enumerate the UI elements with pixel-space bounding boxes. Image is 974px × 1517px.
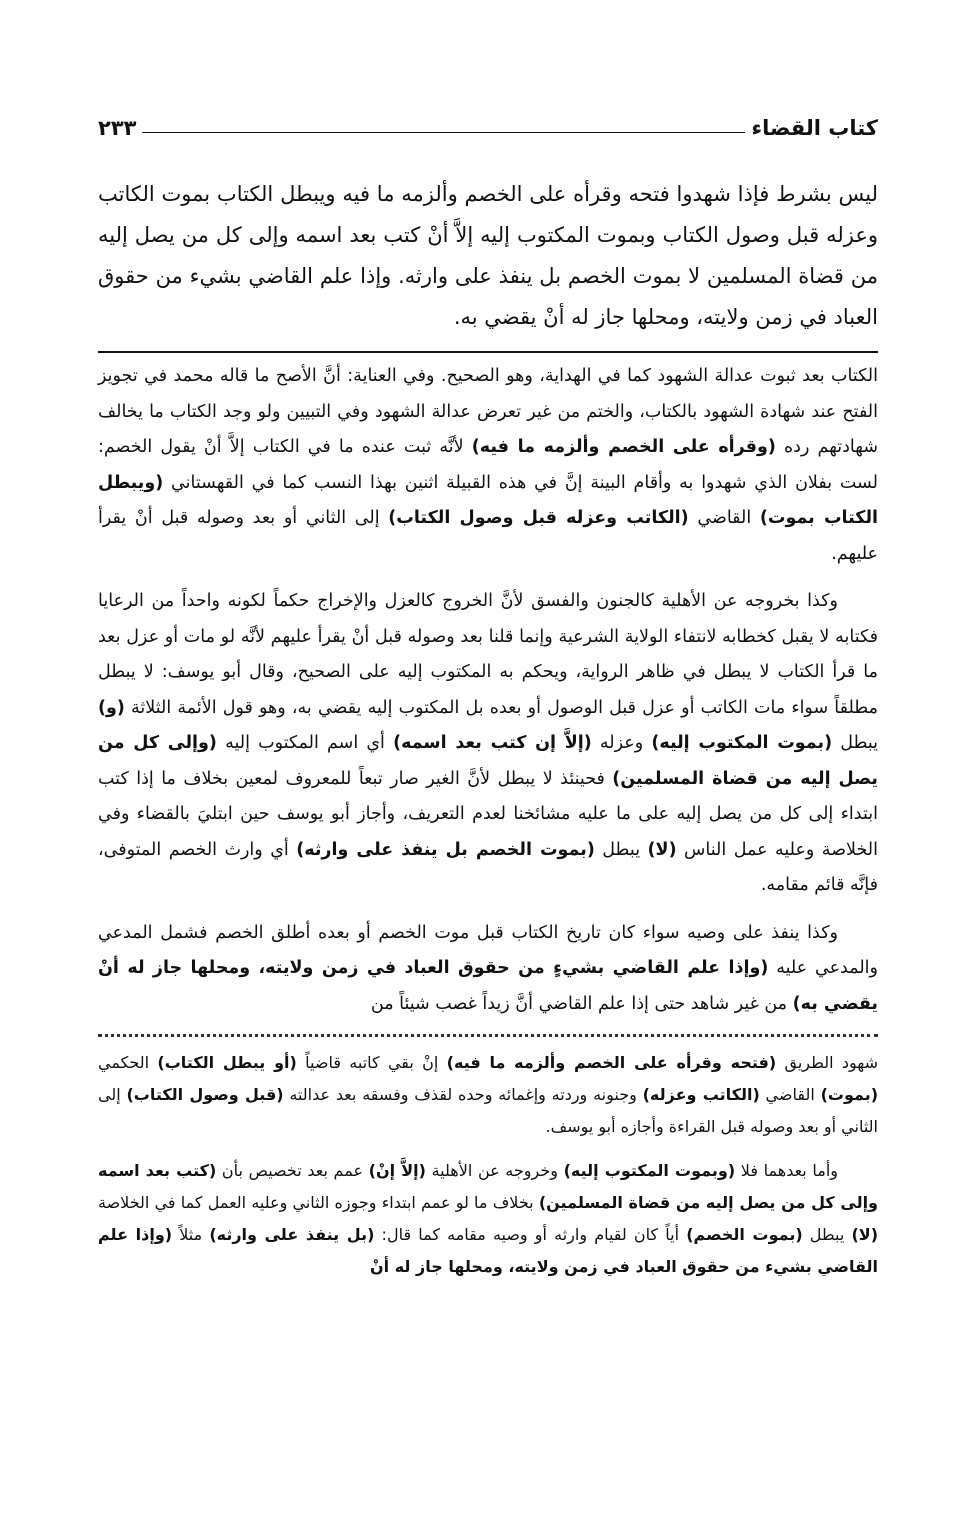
second-commentary [98,1047,878,1283]
commentary-paragraph [98,584,878,904]
chapter-title: كتاب القضاء [751,116,878,140]
commentary-text: يبطل [594,839,648,860]
commentary-text: القاضي [759,1085,821,1104]
quoted-matn: (إلاَّ إنْ) [368,1161,426,1180]
quoted-matn: (بموت الخصم بل ينفذ على وارثه) [296,839,595,860]
quoted-matn: (بموت الخصم) [686,1225,803,1244]
running-header [98,108,878,148]
commentary-text: بخلاف ما لو عمم ابتداء وجوزه الثاني وعليه العمل كما في الخلاصة [98,1193,539,1212]
commentary-text: إلى الثاني أو بعد وصوله قبل أنْ يقرأ عليهم. [98,508,878,564]
commentary-text: وأما بعدهما فلا [735,1161,839,1180]
dotted-separator [98,1034,878,1037]
quoted-matn: (ويبطل الكتاب بموت) [98,472,879,528]
commentary-text: فحينئذ لا يبطل لأنَّ الغير صار تبعاً للمعروف لمعين بخلاف ما إذا كتب ابتداء إلى كل من يصل إليه على ما عليه مشائخنا لعدم التعريف، وأجاز أبو يوسف حين ابتليَ بالقضاء وفي الخلاصة وعليه عمل الناس [98,768,878,860]
commentary-text: القاضي [688,508,760,528]
commentary-text: أي اسم المكتوب إليه [216,733,394,753]
commentary-text: يبطل [832,733,879,753]
quoted-matn: (الكاتب وعزله قبل وصول الكتاب) [388,508,689,528]
quoted-matn: (وإلى كل من يصل إليه من قضاة المسلمين) [98,733,878,789]
commentary-text: وجنونه وردته وإغمائه وحده لقذف وفسقه بعد عدالته [283,1085,643,1104]
quoted-matn: (كتب بعد اسمه وإلى كل من يصل إليه من قضاة المسلمين) [98,1161,879,1212]
quoted-matn: (قبل وصول الكتاب) [126,1085,284,1104]
quoted-matn: (وبموت المكتوب إليه) [563,1161,736,1180]
commentary-text: وخروجه عن الأهلية [425,1161,564,1180]
commentary-text: شهود الطريق [776,1053,879,1072]
commentary-text: عمم بعد تخصيص بأن [216,1161,369,1180]
main-text: ليس بشرط فإذا شهدوا فتحه وقرأه على الخصم وألزمه ما فيه ويبطل الكتاب بموت الكاتب وعزله قبل وصول الكتاب وبموت المكتوب إليه إلاَّ أنْ كتب بعد اسمه وإلى كل من يصل إليه من قضاة المسلمين لا بموت الخصم بل ينفذ على وارثه. وإذا علم القاضي بشيء من حقوق العباد في زمن ولايته، ومحلها جاز له أنْ يقضي به. [98,182,878,329]
quoted-matn: (لا) [647,839,677,860]
quoted-matn: (وإذا علم القاضي بشيءٍ من حقوق العباد في زمن ولايته، ومحلها جاز له أنْ يقضي به) [98,958,878,1014]
commentary [98,359,878,1022]
commentary-text: يبطل [802,1225,852,1244]
commentary-text: وكذا بخروجه عن الأهلية كالجنون والفسق لأنَّ الخروج كالعزل والإخراج حكماً لكونه واحداً من الرعايا فكتابه لا يقبل كخطابه لانتفاء الولاية الشرعية وإنما قلنا بعد وصوله قبل أنْ يقرأ عليهم لأنَّه لو مات أو عزل بعد ما قرأ الكتاب لا يبطل في ظاهر الرواية، ويحكم به المكتوب إليه على الصحيح، وقال أبو يوسف: لا يبطل مطلقاً سواء مات الكاتب أو عزل قبل الوصول أو بعده بل المكتوب إليه يقضي به، وهو قول الأئمة الثلاثة [98,591,878,718]
commentary-paragraph [98,916,878,1023]
text-separator [98,351,878,353]
commentary-text: أياً كان لقيام وارثه أو وصيه مقامه كما قال: [374,1225,687,1244]
quoted-matn: (فتحه وقرأه على الخصم وألزمه ما فيه) [446,1053,777,1072]
second-commentary-paragraph [98,1155,878,1283]
commentary-text: مثلاً [172,1225,210,1244]
commentary-text: وكذا ينفذ على وصيه سواء كان تاريخ الكتاب قبل موت الخصم أو بعده أطلق الخصم فشمل المدعي والمدعي عليه [98,922,878,978]
quoted-matn: (لا) [851,1225,879,1244]
quoted-matn: (وإذا علم القاضي بشيء من حقوق العباد في زمن ولايته، ومحلها جاز له أنْ [98,1225,878,1276]
quoted-matn: (أو يبطل الكتاب) [157,1053,297,1072]
quoted-matn: (و) [98,697,125,718]
commentary-text: الحكمي [98,1053,158,1072]
quoted-matn: (إلاَّ إن كتب بعد اسمه) [393,733,592,753]
commentary-text: لأنَّه ثبت عنده ما في الكتاب إلاَّ أنْ يقول الخصم: لست بفلان الذي شهدوا به وأقام البينة إنَّ في هذه القبيلة اثنين بهذا النسب كما في القهستاني [98,437,878,493]
quoted-matn: (الكاتب وعزله) [642,1085,760,1104]
commentary-text: وعزله [591,733,652,753]
commentary-paragraph [98,359,878,572]
quoted-matn: (بل ينفذ على وارثه) [209,1225,375,1244]
commentary-text: الكتاب بعد ثبوت عدالة الشهود كما في الهداية، وهو الصحيح. وفي العناية: أنَّ الأصح ما قاله محمد في تجويز الفتح عند شهادة الشهود بالكتاب، والختم من غير تعرض عدالة الشهود وفي التبيين ولو وجد الكتاب ما يخالف شهادتهم رده [98,366,878,457]
commentary-text: إلى الثاني أو بعد وصوله قبل القراءة وأجازه أبو يوسف. [98,1085,878,1136]
quoted-matn: (بموت) [820,1085,879,1104]
second-commentary-paragraph [98,1047,878,1143]
commentary-text: من غير شاهد حتى إذا علم القاضي أنَّ زيداً غصب شيئاً من [370,993,793,1014]
commentary-text: أي وارث الخصم المتوفى، فإنَّه قائم مقامه. [98,839,878,895]
commentary-text: إنْ بقي كاتبه قاضياً [296,1053,447,1072]
book-page [98,108,878,1295]
quoted-matn: (بموت المكتوب إليه) [651,733,833,753]
quoted-matn: (وقرأه على الخصم وألزمه ما فيه) [471,437,776,457]
header-rule [142,132,745,133]
page-number: ٢٣٣ [98,116,137,140]
